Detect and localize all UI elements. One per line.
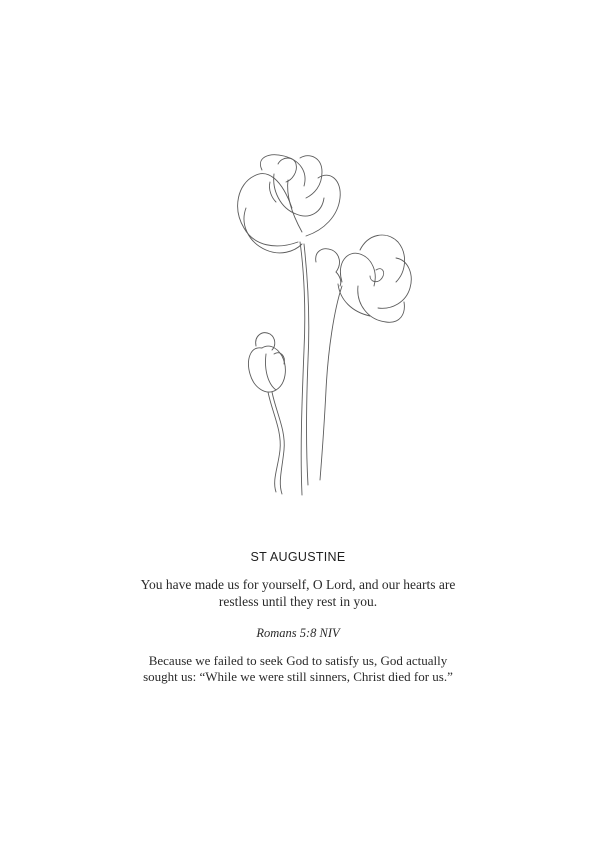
- tall-poppy-head: [238, 155, 341, 253]
- left-stem: [268, 392, 280, 492]
- reflection-text: Because we failed to seek God to satisfy us, God actually sought us: “While we were still sinners, Christ died for us.”: [143, 653, 453, 684]
- right-poppy-head: [316, 235, 412, 322]
- left-poppy-bud: [249, 333, 286, 392]
- quote-text: You have made us for yourself, O Lord, and our hearts are restless until they rest in you.: [140, 577, 456, 609]
- left-stem-inner: [272, 392, 284, 494]
- scripture-reference: Romans 5:8 NIV: [256, 626, 340, 640]
- author-heading: ST AUGUSTINE: [250, 550, 346, 564]
- right-stem: [320, 286, 342, 480]
- tall-stem-right: [304, 244, 309, 485]
- poppy-flowers-illustration: [210, 150, 430, 500]
- tall-stem-left: [300, 242, 305, 495]
- poppy-flowers-icon: [210, 150, 430, 500]
